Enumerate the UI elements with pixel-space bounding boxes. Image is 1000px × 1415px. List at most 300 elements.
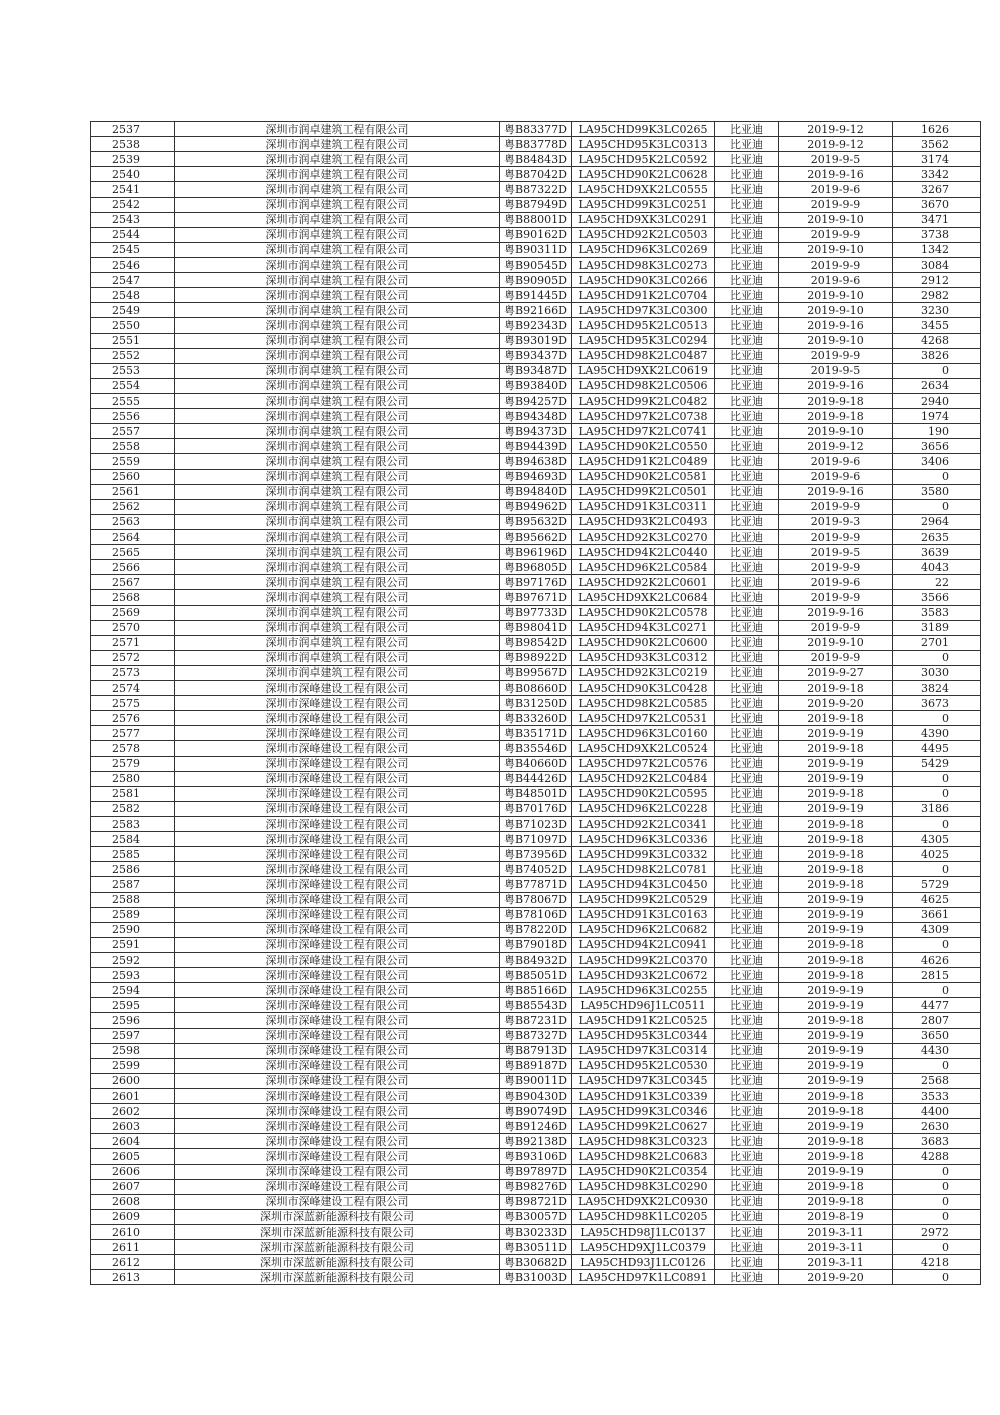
register-date-cell: 2019-9-10	[779, 288, 893, 303]
table-row	[91, 454, 981, 469]
row-number-cell: 2600	[91, 1073, 175, 1088]
register-date-cell: 2019-9-18	[779, 393, 893, 408]
company-name-cell: 深圳市润卓建筑工程有限公司	[175, 137, 500, 152]
brand-cell: 比亚迪	[715, 212, 779, 227]
row-number-cell: 2602	[91, 1104, 175, 1119]
mileage-cell: 3661	[893, 907, 981, 922]
company-name-cell: 深圳市深峰建设工程有限公司	[175, 696, 500, 711]
mileage-cell: 3533	[893, 1089, 981, 1104]
register-date-cell: 2019-9-19	[779, 771, 893, 786]
mileage-cell: 3656	[893, 439, 981, 454]
vin-code-cell: LA95CHD96K3LC0255	[572, 983, 715, 998]
table-row	[91, 877, 981, 892]
vin-code-cell: LA95CHD93K3LC0312	[572, 650, 715, 665]
row-number-cell: 2550	[91, 318, 175, 333]
mileage-cell: 3650	[893, 1028, 981, 1043]
mileage-cell: 3639	[893, 545, 981, 560]
register-date-cell: 2019-9-10	[779, 303, 893, 318]
vin-code-cell: LA95CHD91K2LC0525	[572, 1013, 715, 1028]
brand-cell: 比亚迪	[715, 1013, 779, 1028]
company-name-cell: 深圳市深峰建设工程有限公司	[175, 1164, 500, 1179]
company-name-cell: 深圳市润卓建筑工程有限公司	[175, 529, 500, 544]
register-date-cell: 2019-9-19	[779, 756, 893, 771]
table-row	[91, 771, 981, 786]
row-number-cell: 2547	[91, 273, 175, 288]
row-number-cell: 2544	[91, 227, 175, 242]
brand-cell: 比亚迪	[715, 877, 779, 892]
mileage-cell: 2982	[893, 288, 981, 303]
register-date-cell: 2019-9-18	[779, 953, 893, 968]
plate-number-cell: 粤B44426D	[500, 771, 572, 786]
table-row	[91, 1073, 981, 1088]
table-row	[91, 862, 981, 877]
row-number-cell: 2553	[91, 363, 175, 378]
table-row	[91, 197, 981, 212]
company-name-cell: 深圳市深蓝新能源科技有限公司	[175, 1224, 500, 1239]
register-date-cell: 2019-9-19	[779, 983, 893, 998]
company-name-cell: 深圳市深峰建设工程有限公司	[175, 832, 500, 847]
brand-cell: 比亚迪	[715, 953, 779, 968]
table-row	[91, 303, 981, 318]
brand-cell: 比亚迪	[715, 1179, 779, 1194]
company-name-cell: 深圳市深峰建设工程有限公司	[175, 892, 500, 907]
plate-number-cell: 粤B94840D	[500, 484, 572, 499]
brand-cell: 比亚迪	[715, 560, 779, 575]
mileage-cell: 3406	[893, 454, 981, 469]
table-row	[91, 937, 981, 952]
company-name-cell: 深圳市润卓建筑工程有限公司	[175, 242, 500, 257]
company-name-cell: 深圳市深峰建设工程有限公司	[175, 877, 500, 892]
brand-cell: 比亚迪	[715, 786, 779, 801]
brand-cell: 比亚迪	[715, 1194, 779, 1209]
company-name-cell: 深圳市深峰建设工程有限公司	[175, 771, 500, 786]
register-date-cell: 2019-9-27	[779, 665, 893, 680]
table-row	[91, 620, 981, 635]
vin-code-cell: LA95CHD98K2LC0487	[572, 348, 715, 363]
vin-code-cell: LA95CHD90K2LC0578	[572, 605, 715, 620]
row-number-cell: 2541	[91, 182, 175, 197]
brand-cell: 比亚迪	[715, 1104, 779, 1119]
register-date-cell: 2019-9-6	[779, 182, 893, 197]
row-number-cell: 2563	[91, 514, 175, 529]
row-number-cell: 2555	[91, 393, 175, 408]
brand-cell: 比亚迪	[715, 726, 779, 741]
row-number-cell: 2591	[91, 937, 175, 952]
row-number-cell: 2584	[91, 832, 175, 847]
register-date-cell: 2019-9-18	[779, 847, 893, 862]
vin-code-cell: LA95CHD9XK2LC0619	[572, 363, 715, 378]
vin-code-cell: LA95CHD99K3LC0346	[572, 1104, 715, 1119]
company-name-cell: 深圳市润卓建筑工程有限公司	[175, 409, 500, 424]
register-date-cell: 2019-9-19	[779, 1119, 893, 1134]
plate-number-cell: 粤B94439D	[500, 439, 572, 454]
mileage-cell: 4218	[893, 1255, 981, 1270]
company-name-cell: 深圳市润卓建筑工程有限公司	[175, 212, 500, 227]
table-row	[91, 1224, 981, 1239]
vin-code-cell: LA95CHD97K2LC0576	[572, 756, 715, 771]
register-date-cell: 2019-9-9	[779, 529, 893, 544]
company-name-cell: 深圳市深峰建设工程有限公司	[175, 756, 500, 771]
vin-code-cell: LA95CHD97K1LC0891	[572, 1270, 715, 1285]
company-name-cell: 深圳市润卓建筑工程有限公司	[175, 560, 500, 575]
table-row	[91, 1255, 981, 1270]
plate-number-cell: 粤B95632D	[500, 514, 572, 529]
mileage-cell: 0	[893, 1209, 981, 1224]
register-date-cell: 2019-9-18	[779, 968, 893, 983]
company-name-cell: 深圳市深峰建设工程有限公司	[175, 847, 500, 862]
plate-number-cell: 粤B93840D	[500, 378, 572, 393]
vin-code-cell: LA95CHD96K3LC0336	[572, 832, 715, 847]
row-number-cell: 2597	[91, 1028, 175, 1043]
table-row	[91, 922, 981, 937]
table-row	[91, 1028, 981, 1043]
company-name-cell: 深圳市润卓建筑工程有限公司	[175, 318, 500, 333]
row-number-cell: 2587	[91, 877, 175, 892]
company-name-cell: 深圳市深峰建设工程有限公司	[175, 726, 500, 741]
plate-number-cell: 粤B99567D	[500, 665, 572, 680]
table-row	[91, 484, 981, 499]
plate-number-cell: 粤B30511D	[500, 1240, 572, 1255]
row-number-cell: 2539	[91, 152, 175, 167]
table-row	[91, 1194, 981, 1209]
plate-number-cell: 粤B78106D	[500, 907, 572, 922]
table-row	[91, 1179, 981, 1194]
row-number-cell: 2606	[91, 1164, 175, 1179]
table-row	[91, 1013, 981, 1028]
plate-number-cell: 粤B98721D	[500, 1194, 572, 1209]
brand-cell: 比亚迪	[715, 620, 779, 635]
brand-cell: 比亚迪	[715, 363, 779, 378]
table-row	[91, 892, 981, 907]
plate-number-cell: 粤B93487D	[500, 363, 572, 378]
plate-number-cell: 粤B73956D	[500, 847, 572, 862]
brand-cell: 比亚迪	[715, 832, 779, 847]
mileage-cell: 4495	[893, 741, 981, 756]
table-row	[91, 273, 981, 288]
company-name-cell: 深圳市润卓建筑工程有限公司	[175, 545, 500, 560]
vin-code-cell: LA95CHD97K2LC0741	[572, 424, 715, 439]
company-name-cell: 深圳市深蓝新能源科技有限公司	[175, 1270, 500, 1285]
plate-number-cell: 粤B74052D	[500, 862, 572, 877]
brand-cell: 比亚迪	[715, 1149, 779, 1164]
table-row	[91, 1270, 981, 1285]
register-date-cell: 2019-9-16	[779, 484, 893, 499]
brand-cell: 比亚迪	[715, 303, 779, 318]
mileage-cell: 3455	[893, 318, 981, 333]
row-number-cell: 2611	[91, 1240, 175, 1255]
mileage-cell: 3342	[893, 167, 981, 182]
plate-number-cell: 粤B40660D	[500, 756, 572, 771]
company-name-cell: 深圳市深蓝新能源科技有限公司	[175, 1255, 500, 1270]
brand-cell: 比亚迪	[715, 469, 779, 484]
table-row	[91, 393, 981, 408]
plate-number-cell: 粤B93019D	[500, 333, 572, 348]
brand-cell: 比亚迪	[715, 937, 779, 952]
brand-cell: 比亚迪	[715, 665, 779, 680]
brand-cell: 比亚迪	[715, 288, 779, 303]
register-date-cell: 2019-9-12	[779, 439, 893, 454]
plate-number-cell: 粤B97733D	[500, 605, 572, 620]
plate-number-cell: 粤B85543D	[500, 998, 572, 1013]
vin-code-cell: LA95CHD94K3LC0450	[572, 877, 715, 892]
plate-number-cell: 粤B90905D	[500, 273, 572, 288]
vin-code-cell: LA95CHD94K2LC0440	[572, 545, 715, 560]
mileage-cell: 22	[893, 575, 981, 590]
mileage-cell: 0	[893, 499, 981, 514]
table-row	[91, 741, 981, 756]
mileage-cell: 0	[893, 771, 981, 786]
brand-cell: 比亚迪	[715, 484, 779, 499]
register-date-cell: 2019-9-18	[779, 817, 893, 832]
table-row	[91, 182, 981, 197]
vin-code-cell: LA95CHD9XK3LC0291	[572, 212, 715, 227]
table-row	[91, 499, 981, 514]
mileage-cell: 4390	[893, 726, 981, 741]
vin-code-cell: LA95CHD96K2LC0228	[572, 801, 715, 816]
mileage-cell: 0	[893, 862, 981, 877]
brand-cell: 比亚迪	[715, 1089, 779, 1104]
table-row	[91, 1209, 981, 1224]
row-number-cell: 2574	[91, 681, 175, 696]
company-name-cell: 深圳市润卓建筑工程有限公司	[175, 348, 500, 363]
brand-cell: 比亚迪	[715, 817, 779, 832]
company-name-cell: 深圳市润卓建筑工程有限公司	[175, 665, 500, 680]
vin-code-cell: LA95CHD98K3LC0290	[572, 1179, 715, 1194]
register-date-cell: 2019-9-9	[779, 560, 893, 575]
vin-code-cell: LA95CHD98K2LC0585	[572, 696, 715, 711]
table-row	[91, 288, 981, 303]
company-name-cell: 深圳市润卓建筑工程有限公司	[175, 167, 500, 182]
mileage-cell: 2635	[893, 529, 981, 544]
mileage-cell: 2964	[893, 514, 981, 529]
table-row	[91, 801, 981, 816]
brand-cell: 比亚迪	[715, 1028, 779, 1043]
register-date-cell: 2019-9-6	[779, 575, 893, 590]
register-date-cell: 2019-9-19	[779, 1058, 893, 1073]
brand-cell: 比亚迪	[715, 137, 779, 152]
row-number-cell: 2601	[91, 1089, 175, 1104]
company-name-cell: 深圳市深峰建设工程有限公司	[175, 801, 500, 816]
plate-number-cell: 粤B98922D	[500, 650, 572, 665]
register-date-cell: 2019-9-19	[779, 1028, 893, 1043]
plate-number-cell: 粤B97897D	[500, 1164, 572, 1179]
row-number-cell: 2558	[91, 439, 175, 454]
brand-cell: 比亚迪	[715, 424, 779, 439]
plate-number-cell: 粤B94348D	[500, 409, 572, 424]
mileage-cell: 5429	[893, 756, 981, 771]
row-number-cell: 2585	[91, 847, 175, 862]
mileage-cell: 3826	[893, 348, 981, 363]
brand-cell: 比亚迪	[715, 273, 779, 288]
plate-number-cell: 粤B94962D	[500, 499, 572, 514]
brand-cell: 比亚迪	[715, 590, 779, 605]
mileage-cell: 190	[893, 424, 981, 439]
vin-code-cell: LA95CHD95K2LC0513	[572, 318, 715, 333]
vin-code-cell: LA95CHD95K3LC0313	[572, 137, 715, 152]
mileage-cell: 0	[893, 786, 981, 801]
register-date-cell: 2019-3-11	[779, 1240, 893, 1255]
plate-number-cell: 粤B87327D	[500, 1028, 572, 1043]
row-number-cell: 2594	[91, 983, 175, 998]
plate-number-cell: 粤B94373D	[500, 424, 572, 439]
brand-cell: 比亚迪	[715, 1224, 779, 1239]
register-date-cell: 2019-9-18	[779, 1149, 893, 1164]
vin-code-cell: LA95CHD92K2LC0601	[572, 575, 715, 590]
table-row	[91, 1104, 981, 1119]
brand-cell: 比亚迪	[715, 378, 779, 393]
mileage-cell: 3084	[893, 257, 981, 272]
vin-code-cell: LA95CHD95K3LC0294	[572, 333, 715, 348]
company-name-cell: 深圳市深峰建设工程有限公司	[175, 983, 500, 998]
register-date-cell: 2019-9-10	[779, 333, 893, 348]
row-number-cell: 2566	[91, 560, 175, 575]
plate-number-cell: 粤B85051D	[500, 968, 572, 983]
register-date-cell: 2019-9-18	[779, 832, 893, 847]
vin-code-cell: LA95CHD98K1LC0205	[572, 1209, 715, 1224]
plate-number-cell: 粤B30233D	[500, 1224, 572, 1239]
vin-code-cell: LA95CHD98K2LC0781	[572, 862, 715, 877]
company-name-cell: 深圳市深峰建设工程有限公司	[175, 1149, 500, 1164]
plate-number-cell: 粤B98276D	[500, 1179, 572, 1194]
plate-number-cell: 粤B30057D	[500, 1209, 572, 1224]
brand-cell: 比亚迪	[715, 152, 779, 167]
table-row	[91, 696, 981, 711]
row-number-cell: 2569	[91, 605, 175, 620]
register-date-cell: 2019-9-18	[779, 1134, 893, 1149]
mileage-cell: 2972	[893, 1224, 981, 1239]
brand-cell: 比亚迪	[715, 257, 779, 272]
table-row	[91, 605, 981, 620]
table-row	[91, 1134, 981, 1149]
row-number-cell: 2586	[91, 862, 175, 877]
plate-number-cell: 粤B88001D	[500, 212, 572, 227]
plate-number-cell: 粤B90430D	[500, 1089, 572, 1104]
table-row	[91, 348, 981, 363]
vin-code-cell: LA95CHD91K2LC0704	[572, 288, 715, 303]
plate-number-cell: 粤B90011D	[500, 1073, 572, 1088]
table-row	[91, 983, 981, 998]
plate-number-cell: 粤B85166D	[500, 983, 572, 998]
mileage-cell: 3174	[893, 152, 981, 167]
vin-code-cell: LA95CHD90K2LC0600	[572, 635, 715, 650]
plate-number-cell: 粤B83377D	[500, 122, 572, 137]
mileage-cell: 3683	[893, 1134, 981, 1149]
plate-number-cell: 粤B98542D	[500, 635, 572, 650]
company-name-cell: 深圳市深峰建设工程有限公司	[175, 907, 500, 922]
mileage-cell: 4626	[893, 953, 981, 968]
row-number-cell: 2595	[91, 998, 175, 1013]
company-name-cell: 深圳市润卓建筑工程有限公司	[175, 499, 500, 514]
company-name-cell: 深圳市润卓建筑工程有限公司	[175, 227, 500, 242]
plate-number-cell: 粤B95662D	[500, 529, 572, 544]
register-date-cell: 2019-3-11	[779, 1224, 893, 1239]
plate-number-cell: 粤B77871D	[500, 877, 572, 892]
mileage-cell: 0	[893, 363, 981, 378]
brand-cell: 比亚迪	[715, 1043, 779, 1058]
vin-code-cell: LA95CHD90K2LC0628	[572, 167, 715, 182]
vin-code-cell: LA95CHD93K2LC0493	[572, 514, 715, 529]
vin-code-cell: LA95CHD96K2LC0682	[572, 922, 715, 937]
company-name-cell: 深圳市深峰建设工程有限公司	[175, 1028, 500, 1043]
plate-number-cell: 粤B89187D	[500, 1058, 572, 1073]
table-row	[91, 1164, 981, 1179]
company-name-cell: 深圳市润卓建筑工程有限公司	[175, 575, 500, 590]
mileage-cell: 4477	[893, 998, 981, 1013]
brand-cell: 比亚迪	[715, 907, 779, 922]
brand-cell: 比亚迪	[715, 409, 779, 424]
company-name-cell: 深圳市深峰建设工程有限公司	[175, 1013, 500, 1028]
brand-cell: 比亚迪	[715, 771, 779, 786]
plate-number-cell: 粤B30682D	[500, 1255, 572, 1270]
plate-number-cell: 粤B90749D	[500, 1104, 572, 1119]
company-name-cell: 深圳市深峰建设工程有限公司	[175, 786, 500, 801]
register-date-cell: 2019-9-9	[779, 197, 893, 212]
register-date-cell: 2019-9-9	[779, 590, 893, 605]
table-row	[91, 1089, 981, 1104]
table-row	[91, 590, 981, 605]
register-date-cell: 2019-9-9	[779, 257, 893, 272]
plate-number-cell: 粤B90162D	[500, 227, 572, 242]
vin-code-cell: LA95CHD90K2LC0581	[572, 469, 715, 484]
mileage-cell: 0	[893, 469, 981, 484]
company-name-cell: 深圳市深峰建设工程有限公司	[175, 1043, 500, 1058]
table-row	[91, 1240, 981, 1255]
vin-code-cell: LA95CHD91K3LC0163	[572, 907, 715, 922]
plate-number-cell: 粤B71023D	[500, 817, 572, 832]
brand-cell: 比亚迪	[715, 983, 779, 998]
register-date-cell: 2019-9-10	[779, 635, 893, 650]
mileage-cell: 0	[893, 1058, 981, 1073]
mileage-cell: 3673	[893, 696, 981, 711]
company-name-cell: 深圳市润卓建筑工程有限公司	[175, 439, 500, 454]
row-number-cell: 2576	[91, 711, 175, 726]
brand-cell: 比亚迪	[715, 227, 779, 242]
company-name-cell: 深圳市润卓建筑工程有限公司	[175, 484, 500, 499]
brand-cell: 比亚迪	[715, 393, 779, 408]
table-row	[91, 137, 981, 152]
row-number-cell: 2554	[91, 378, 175, 393]
brand-cell: 比亚迪	[715, 545, 779, 560]
table-row	[91, 318, 981, 333]
table-row	[91, 409, 981, 424]
register-date-cell: 2019-9-9	[779, 348, 893, 363]
company-name-cell: 深圳市深蓝新能源科技有限公司	[175, 1209, 500, 1224]
vehicle-table	[90, 121, 981, 1285]
register-date-cell: 2019-9-19	[779, 922, 893, 937]
plate-number-cell: 粤B92166D	[500, 303, 572, 318]
brand-cell: 比亚迪	[715, 605, 779, 620]
mileage-cell: 4025	[893, 847, 981, 862]
plate-number-cell: 粤B97176D	[500, 575, 572, 590]
mileage-cell: 1626	[893, 122, 981, 137]
row-number-cell: 2582	[91, 801, 175, 816]
row-number-cell: 2537	[91, 122, 175, 137]
table-row	[91, 227, 981, 242]
company-name-cell: 深圳市润卓建筑工程有限公司	[175, 454, 500, 469]
company-name-cell: 深圳市润卓建筑工程有限公司	[175, 122, 500, 137]
brand-cell: 比亚迪	[715, 242, 779, 257]
brand-cell: 比亚迪	[715, 696, 779, 711]
mileage-cell: 2568	[893, 1073, 981, 1088]
brand-cell: 比亚迪	[715, 1240, 779, 1255]
plate-number-cell: 粤B70176D	[500, 801, 572, 816]
mileage-cell: 3030	[893, 665, 981, 680]
row-number-cell: 2561	[91, 484, 175, 499]
mileage-cell: 3670	[893, 197, 981, 212]
row-number-cell: 2603	[91, 1119, 175, 1134]
row-number-cell: 2598	[91, 1043, 175, 1058]
register-date-cell: 2019-3-11	[779, 1255, 893, 1270]
